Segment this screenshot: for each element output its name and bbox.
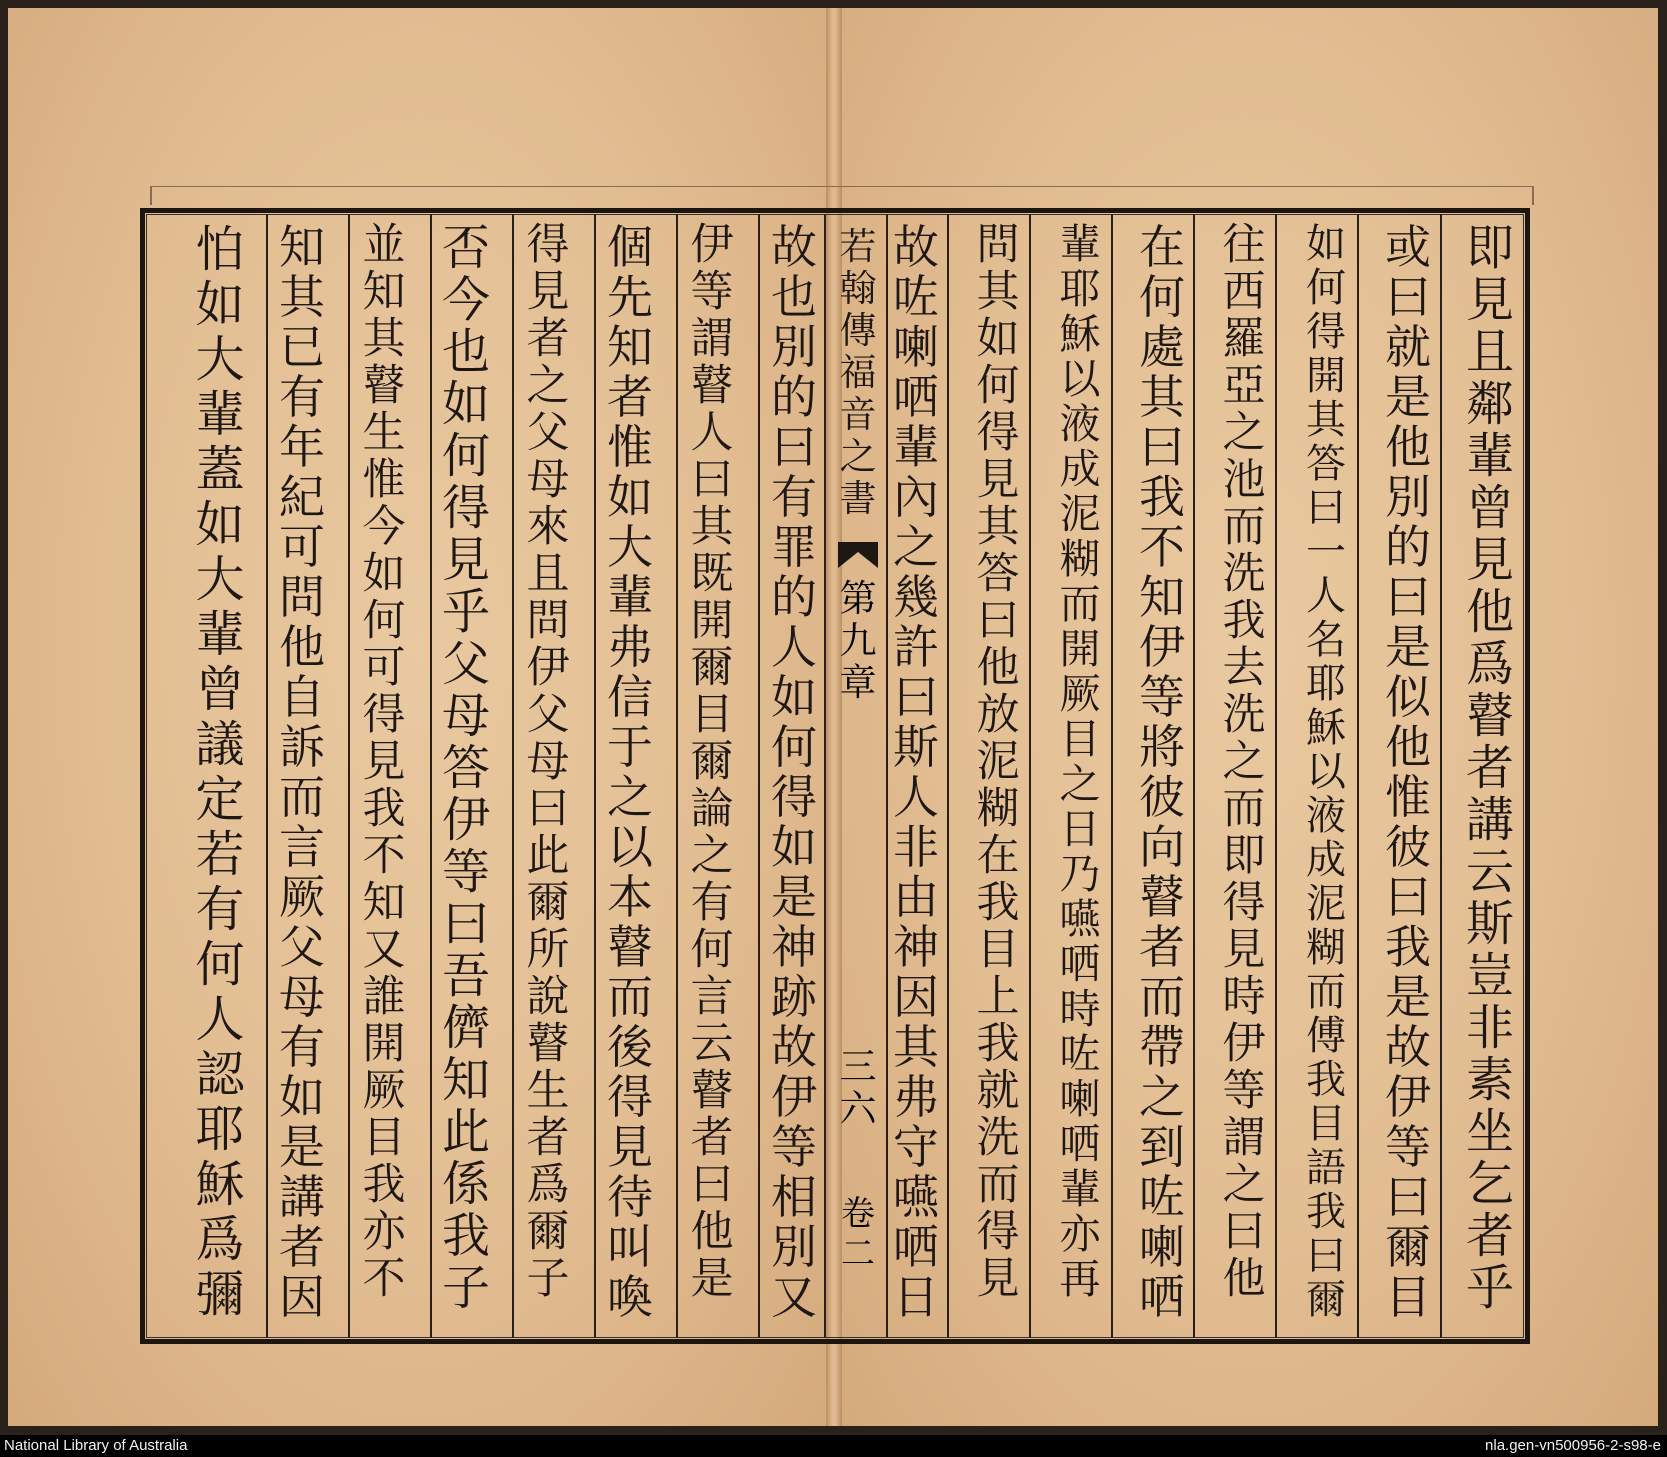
column-divider xyxy=(1029,214,1031,1338)
column-divider xyxy=(430,214,432,1338)
column-divider xyxy=(266,214,268,1338)
upper-border-rule xyxy=(150,186,1534,205)
text-column: 並 知 其 瞽 生 惟 今 如 何 可 得 見 我 不 知 又 誰 開 厥 目 我 亦 不 xyxy=(362,220,406,1304)
volume-label: 卷 二 xyxy=(841,1194,875,1274)
text-column: 怕 如 大 輩 蓋 如 大 輩 曾 議 定 若 有 何 人 認 耶 穌 爲 彌 xyxy=(195,221,245,1323)
column-divider xyxy=(1440,214,1442,1338)
text-column: 問 其 如 何 得 見 其 答 曰 他 放 泥 糊 在 我 目 上 我 就 洗 而 得 見 xyxy=(976,220,1020,1304)
chapter-label: 第 九 章 xyxy=(839,577,877,704)
column-divider xyxy=(758,214,760,1338)
column-divider xyxy=(676,214,678,1338)
fish-tail-ornament-icon xyxy=(838,542,878,568)
text-column: 在 何 處 其 曰 我 不 知 伊 等 將 彼 向 瞽 者 而 帶 之 到 咗 喇 哂 xyxy=(1139,220,1185,1324)
text-column: 故 咗 喇 哂 輩 內 之 幾 許 曰 斯 人 非 由 神 因 其 弗 守 嚥 哂 日 xyxy=(893,220,939,1324)
text-column: 如 何 得 開 其 答 曰 一 人 名 耶 穌 以 液 成 泥 糊 而 傅 我 目 語 我 曰 爾 xyxy=(1306,221,1346,1323)
text-column: 輩 耶 穌 以 液 成 泥 糊 而 開 厥 目 之 日 乃 嚥 哂 時 咗 喇 哂 輩 亦 再 xyxy=(1059,220,1101,1303)
page-number: 三六 xyxy=(839,1045,877,1130)
text-column: 伊 等 謂 瞽 人 曰 其 既 開 爾 目 爾 論 之 有 何 言 云 瞽 者 曰 他 是 xyxy=(690,220,734,1304)
text-column: 個 先 知 者 惟 如 大 輩 弗 信 于 之 以 本 瞽 而 後 得 見 待 叫 喚 xyxy=(607,220,653,1324)
text-column: 否 今 也 如 何 得 見 乎 父 母 答 伊 等 曰 吾 儕 知 此 係 我 子 xyxy=(441,220,490,1316)
text-column: 往 西 羅 亞 之 池 而 洗 我 去 洗 之 而 即 得 見 時 伊 等 謂 之 曰 他 xyxy=(1222,220,1266,1304)
book-title: 若 翰 傳 福 音 之 書 xyxy=(839,225,877,520)
footer-bar xyxy=(0,1435,1667,1457)
column-divider xyxy=(1275,214,1277,1338)
column-divider xyxy=(1193,214,1195,1338)
text-column: 或 曰 就 是 他 別 的 曰 是 似 他 惟 彼 曰 我 是 故 伊 等 曰 爾 目 xyxy=(1385,220,1431,1324)
library-credit: National Library of Australia xyxy=(4,1437,188,1454)
column-divider xyxy=(1111,214,1113,1338)
center-column-divider xyxy=(824,214,826,1338)
center-margin-column xyxy=(836,226,880,1326)
text-column: 得 見 者 之 父 母 來 且 問 伊 父 母 曰 此 爾 所 說 瞽 生 者 爲 爾 子 xyxy=(526,220,570,1304)
column-divider xyxy=(947,214,949,1338)
text-column: 知 其 已 有 年 紀 可 問 他 自 訴 而 言 厥 父 母 有 如 是 講 者 因 xyxy=(279,220,325,1324)
column-divider xyxy=(512,214,514,1338)
column-divider xyxy=(594,214,596,1338)
text-column: 故 也 別 的 曰 有 罪 的 人 如 何 得 如 是 神 跡 故 伊 等 相 別 又 xyxy=(771,220,817,1324)
text-column: 即 見 且 鄰 輩 曾 見 他 爲 瞽 者 講 云 斯 豈 非 素 坐 乞 者 乎 xyxy=(1465,220,1514,1316)
column-divider xyxy=(348,214,350,1338)
column-divider xyxy=(1357,214,1359,1338)
image-identifier: nla.gen-vn500956-2-s98-e xyxy=(1485,1437,1661,1454)
